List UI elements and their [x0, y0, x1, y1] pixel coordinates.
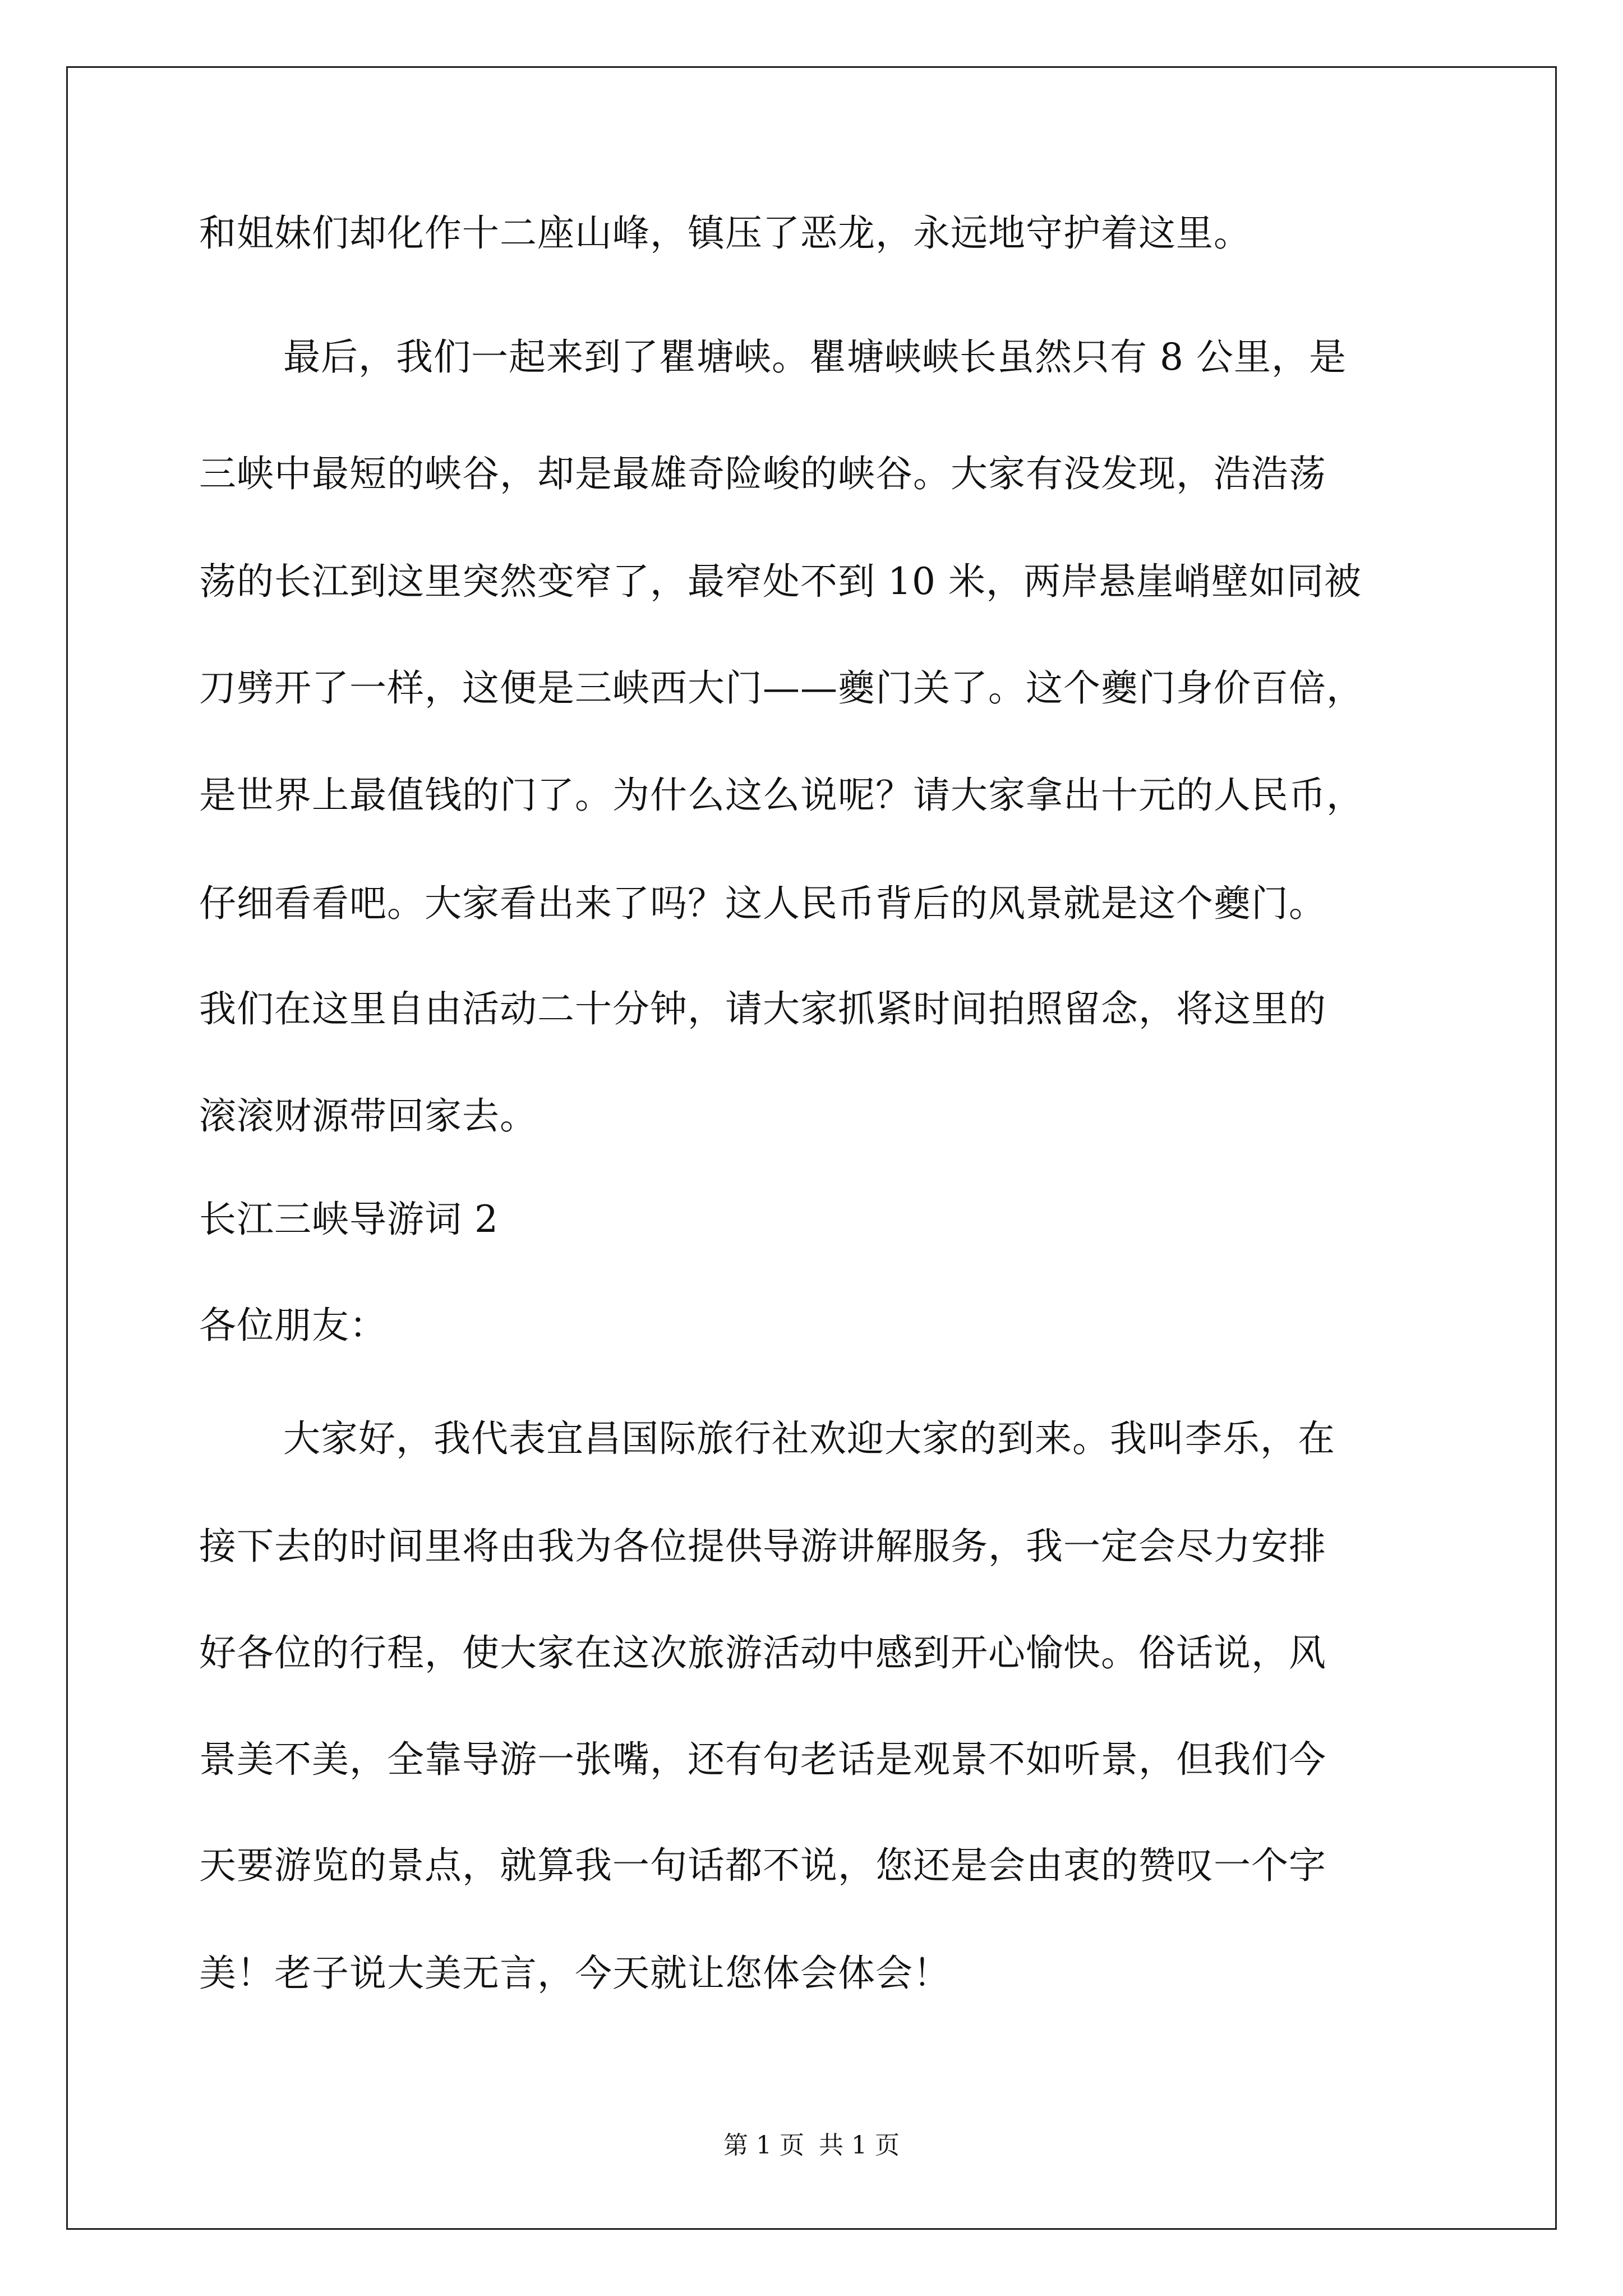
page-footer	[0, 2132, 1623, 2160]
page-border	[66, 66, 1557, 2230]
paragraph-line: 三峡中最短的峡谷，却是最雄奇险峻的峡谷。大家有没发现，浩浩荡	[199, 452, 1326, 495]
paragraph-line: 我们在这里自由活动二十分钟，请大家抓紧时间拍照留念，将这里的	[199, 987, 1326, 1030]
paragraph-line: 最后，我们一起来到了瞿塘峡。瞿塘峡峡长虽然只有 8 公里，是	[283, 335, 1347, 379]
paragraph-line: 接下去的时间里将由我为各位提供导游讲解服务，我一定会尽力安排	[199, 1525, 1326, 1568]
paragraph-line: 是世界上最值钱的门了。为什么这么说呢？请大家拿出十元的人民币，	[199, 774, 1364, 817]
salutation: 各位朋友：	[199, 1304, 387, 1347]
section-heading: 长江三峡导游词 2	[199, 1198, 499, 1241]
page-number: 第 1 页	[723, 2131, 804, 2160]
paragraph-line: 和姐妹们却化作十二座山峰，镇压了恶龙，永远地守护着这里。	[199, 211, 1251, 255]
page-total: 共 1 页	[819, 2131, 900, 2160]
paragraph-line: 荡的长江到这里突然变窄了，最窄处不到 10 米，两岸悬崖峭壁如同被	[199, 560, 1362, 603]
paragraph-line: 好各位的行程，使大家在这次旅游活动中感到开心愉快。俗话说，风	[199, 1631, 1326, 1674]
paragraph-line: 景美不美，全靠导游一张嘴，还有句老话是观景不如听景，但我们今	[199, 1738, 1326, 1781]
paragraph-line: 仔细看看吧。大家看出来了吗？这人民币背后的风景就是这个夔门。	[199, 882, 1326, 925]
paragraph-line: 美！老子说大美无言，今天就让您体会体会！	[199, 1952, 951, 1995]
paragraph-line: 天要游览的景点，就算我一句话都不说，您还是会由衷的赞叹一个字	[199, 1844, 1326, 1887]
paragraph-line: 大家好，我代表宜昌国际旅行社欢迎大家的到来。我叫李乐，在	[283, 1417, 1335, 1460]
paragraph-line: 刀劈开了一样，这便是三峡西大门——夔门关了。这个夔门身价百倍，	[199, 666, 1364, 710]
paragraph-line: 滚滚财源带回家去。	[199, 1094, 537, 1138]
